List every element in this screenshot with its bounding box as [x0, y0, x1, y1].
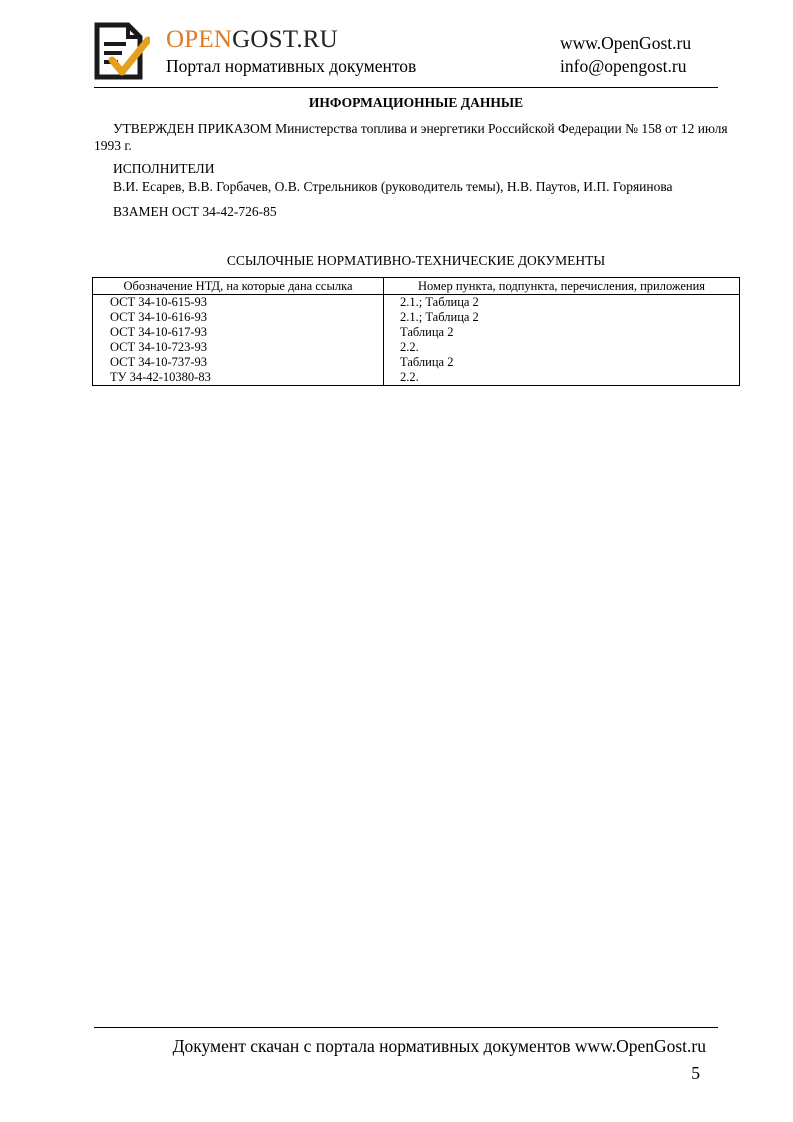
page-header [94, 18, 718, 86]
approval-paragraph: УТВЕРЖДЕН ПРИКАЗОМ Министерства топлива и энергетики Российской Федерации № 158 от 12 июля 1993 г. [94, 121, 728, 153]
document-title: ИНФОРМАЦИОННЫЕ ДАННЫЕ [308, 95, 524, 110]
references-table [92, 277, 740, 386]
email-link[interactable]: info@opengost.ru [560, 56, 687, 76]
brand-part-gost: GOST.RU [232, 26, 338, 53]
table-header-row [93, 278, 740, 295]
cell-designation: ОСТ 34-10-617-93 [110, 325, 208, 339]
column-header-clause: Номер пункта, подпункта, перечисления, приложения [384, 278, 740, 295]
brand-logo-text[interactable] [166, 26, 338, 54]
table-row [93, 355, 740, 370]
page-number: 5 [691, 1063, 700, 1083]
table-row [93, 295, 740, 311]
table-row [93, 310, 740, 325]
document-checkmark-icon [94, 22, 150, 80]
brand-part-open: OPEN [166, 26, 233, 53]
cell-clause: 2.1.; Таблица 2 [384, 295, 740, 311]
cell-designation: ОСТ 34-10-616-93 [110, 310, 208, 324]
footer-text[interactable]: Документ скачан с портала нормативных документов www.OpenGost.ru [172, 1036, 706, 1056]
cell-clause: 2.2. [384, 340, 740, 355]
cell-designation: ОСТ 34-10-723-93 [110, 340, 208, 354]
portal-tagline: Портал нормативных документов [166, 56, 417, 76]
column-header-designation: Обозначение НТД, на которые дана ссылка [93, 278, 384, 295]
replaces-note: ВЗАМЕН ОСТ 34-42-726-85 [113, 204, 277, 219]
site-link[interactable]: www.OpenGost.ru [560, 33, 692, 53]
table-row [93, 370, 740, 386]
table-row [93, 340, 740, 355]
table-row [93, 325, 740, 340]
executors-list: В.И. Есарев, В.В. Горбачев, О.В. Стрельников (руководитель темы), Н.В. Паутов, И.П. Горяинова [113, 179, 673, 194]
cell-clause: 2.1.; Таблица 2 [384, 310, 740, 325]
executors-heading: ИСПОЛНИТЕЛИ [113, 161, 215, 176]
cell-clause: Таблица 2 [384, 355, 740, 370]
cell-clause: 2.2. [384, 370, 740, 386]
cell-designation: ОСТ 34-10-737-93 [110, 355, 208, 369]
header-divider [94, 87, 718, 88]
cell-clause: Таблица 2 [384, 325, 740, 340]
cell-designation: ТУ 34-42-10380-83 [110, 370, 211, 384]
cell-designation: ОСТ 34-10-615-93 [110, 295, 208, 309]
footer-divider [94, 1027, 718, 1028]
references-title: ССЫЛОЧНЫЕ НОРМАТИВНО-ТЕХНИЧЕСКИЕ ДОКУМЕНТЫ [226, 253, 606, 268]
